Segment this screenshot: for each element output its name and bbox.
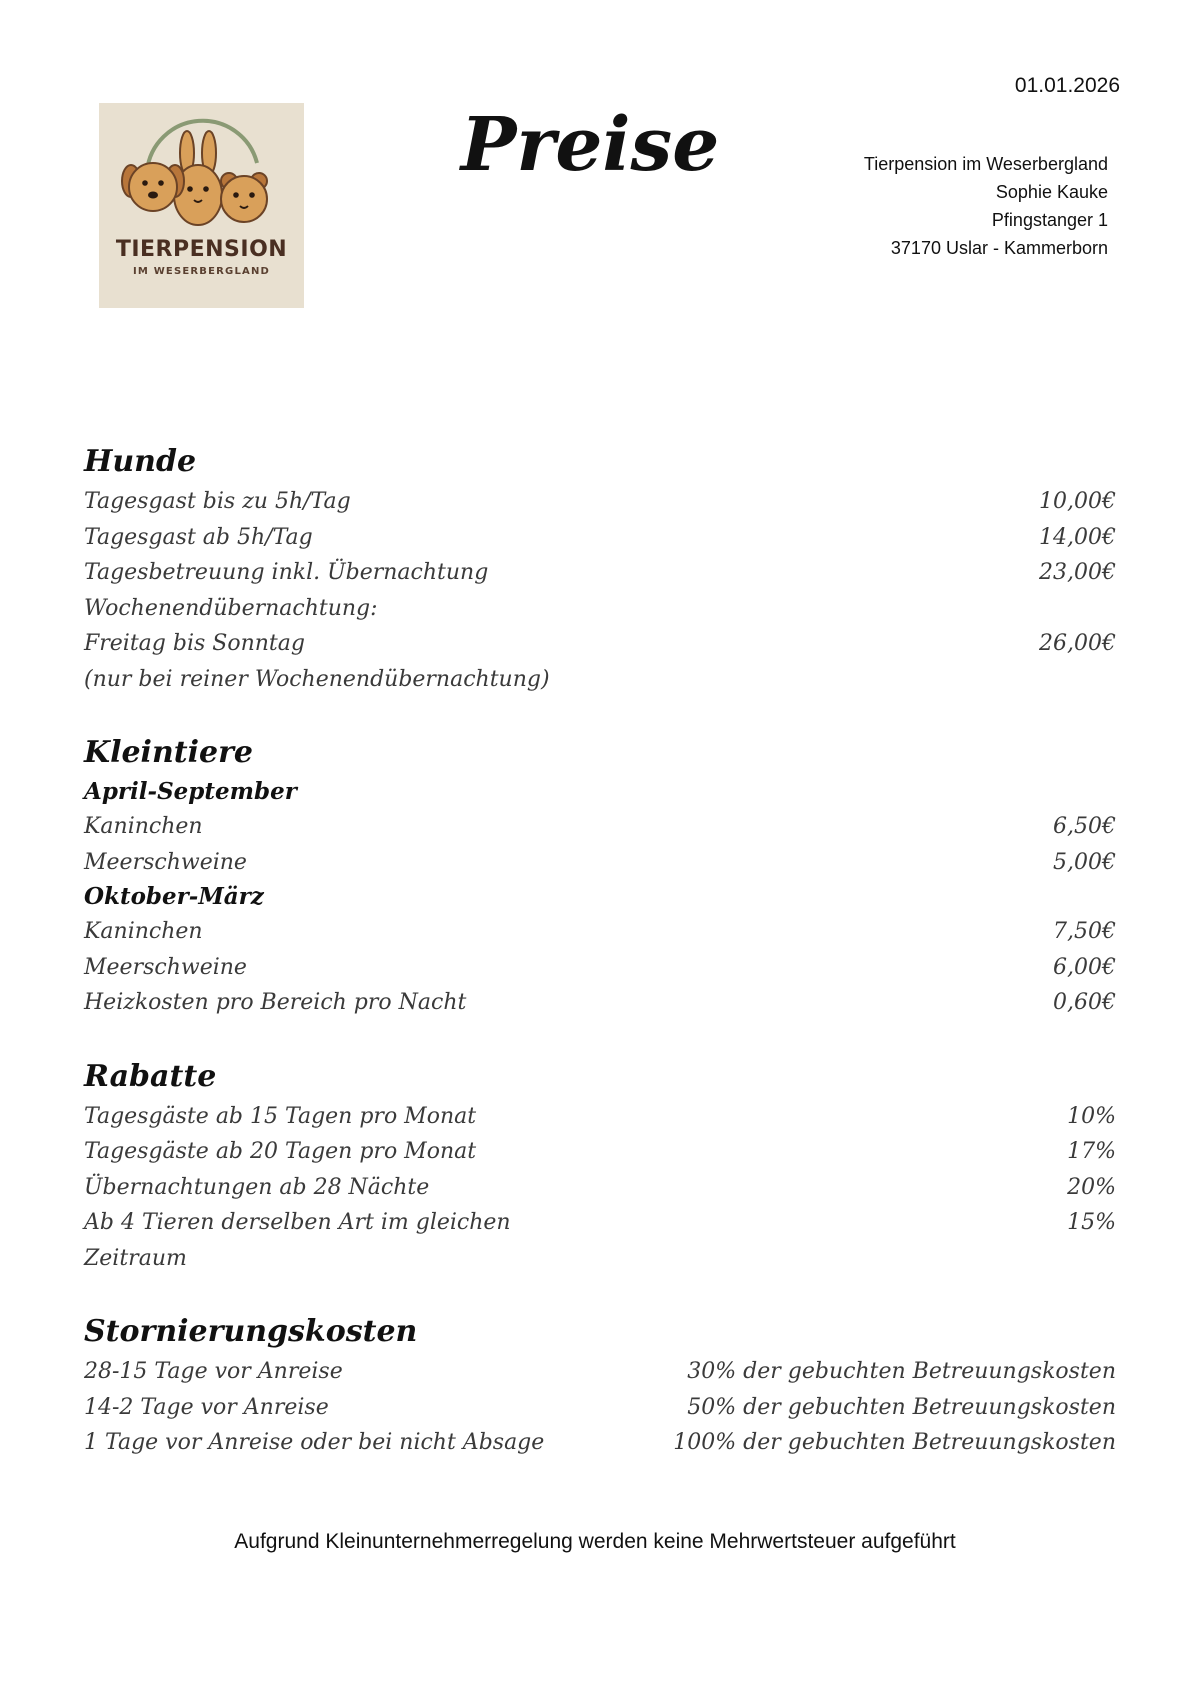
section-title: Hunde bbox=[84, 444, 197, 479]
price-label: Kaninchen bbox=[84, 814, 203, 839]
cancellation-value: 30% der gebuchten Betreuungskosten bbox=[687, 1359, 1116, 1384]
discount-label: Tagesgäste ab 20 Tagen pro Monat bbox=[84, 1139, 477, 1164]
page-title: Preise bbox=[460, 102, 720, 188]
price-label: Tagesbetreuung inkl. Übernachtung bbox=[84, 560, 489, 585]
section-rabatte bbox=[84, 1055, 1116, 1277]
section-hunde bbox=[84, 440, 1116, 697]
price-value: 7,50€ bbox=[1053, 919, 1116, 944]
section-storno bbox=[84, 1310, 1116, 1461]
price-value: 5,00€ bbox=[1053, 849, 1116, 875]
section-title: Stornierungskosten bbox=[84, 1314, 418, 1349]
animals-illustration-icon bbox=[99, 103, 304, 308]
address-city: 37170 Uslar - Kammerborn bbox=[890, 238, 1108, 258]
discount-value: 17% bbox=[1067, 1139, 1116, 1164]
discount-row bbox=[84, 1170, 1116, 1206]
discount-value: 10% bbox=[1067, 1103, 1116, 1129]
price-row bbox=[84, 950, 1116, 986]
price-row bbox=[84, 484, 1116, 520]
price-value: 6,50€ bbox=[1053, 814, 1116, 839]
price-row bbox=[84, 809, 1116, 845]
price-note: (nur bei reiner Wochenendübernachtung) bbox=[84, 666, 550, 692]
vat-notice: Aufgrund Kleinunternehmerregelung werden keine Mehrwertsteuer aufgeführt bbox=[234, 1530, 956, 1553]
cancellation-row bbox=[84, 1425, 1116, 1461]
price-value: 6,00€ bbox=[1053, 954, 1116, 980]
logo-subtitle: IM WESERBERGLAND bbox=[132, 266, 271, 277]
cancellation-label: 1 Tage vor Anreise oder bei nicht Absage bbox=[84, 1430, 545, 1455]
price-row bbox=[84, 555, 1116, 591]
price-row bbox=[84, 914, 1116, 950]
section-title: Kleintiere bbox=[84, 735, 253, 770]
cancellation-label: 28-15 Tage vor Anreise bbox=[84, 1359, 343, 1384]
price-label: Heizkosten pro Bereich pro Nacht bbox=[84, 990, 467, 1015]
price-list bbox=[84, 440, 1116, 1495]
address-street: Pfingstanger 1 bbox=[991, 210, 1108, 230]
logo bbox=[99, 103, 304, 308]
cancellation-row bbox=[84, 1390, 1116, 1426]
logo-name: TIERPENSION bbox=[115, 237, 288, 262]
discount-value: 15% bbox=[1067, 1210, 1116, 1235]
cancellation-row bbox=[84, 1354, 1116, 1390]
cancellation-value: 100% der gebuchten Betreuungskosten bbox=[673, 1430, 1116, 1455]
discount-row bbox=[84, 1099, 1116, 1135]
discount-row bbox=[84, 1134, 1116, 1170]
price-label: Wochenendübernachtung: Freitag bis Sonntag bbox=[84, 595, 378, 656]
discount-value: 20% bbox=[1067, 1174, 1116, 1200]
section-kleintiere bbox=[84, 731, 1116, 1021]
address-company: Tierpension im Weserbergland bbox=[863, 154, 1108, 174]
price-row bbox=[84, 520, 1116, 556]
cancellation-value: 50% der gebuchten Betreuungskosten bbox=[687, 1394, 1116, 1420]
price-value: 14,00€ bbox=[1039, 524, 1116, 550]
price-label: Tagesgast bis zu 5h/Tag bbox=[84, 489, 351, 514]
cancellation-label: 14-2 Tage vor Anreise bbox=[84, 1394, 329, 1420]
price-label: Meerschweine bbox=[84, 954, 247, 980]
price-value: 10,00€ bbox=[1039, 489, 1116, 514]
price-row bbox=[84, 985, 1116, 1021]
season-title: April-September bbox=[84, 778, 297, 805]
price-row bbox=[84, 845, 1116, 881]
discount-label: Ab 4 Tieren derselben Art im gleichen Zeitraum bbox=[84, 1210, 511, 1271]
season-title: Oktober-März bbox=[84, 883, 264, 910]
address-owner: Sophie Kauke bbox=[995, 182, 1108, 202]
price-label: Tagesgast ab 5h/Tag bbox=[84, 524, 313, 550]
section-title: Rabatte bbox=[84, 1058, 217, 1094]
price-label: Meerschweine bbox=[84, 849, 247, 875]
price-label: Kaninchen bbox=[84, 919, 203, 944]
price-value: 26,00€ bbox=[1039, 631, 1116, 656]
address-block bbox=[864, 150, 1108, 262]
discount-row bbox=[84, 1205, 1116, 1276]
discount-label: Übernachtungen ab 28 Nächte bbox=[84, 1174, 430, 1200]
price-value: 23,00€ bbox=[1039, 560, 1116, 585]
price-row bbox=[84, 591, 1116, 662]
discount-label: Tagesgäste ab 15 Tagen pro Monat bbox=[84, 1103, 477, 1129]
price-value: 0,60€ bbox=[1053, 990, 1116, 1015]
document-date: 01.01.2026 bbox=[1014, 74, 1120, 97]
